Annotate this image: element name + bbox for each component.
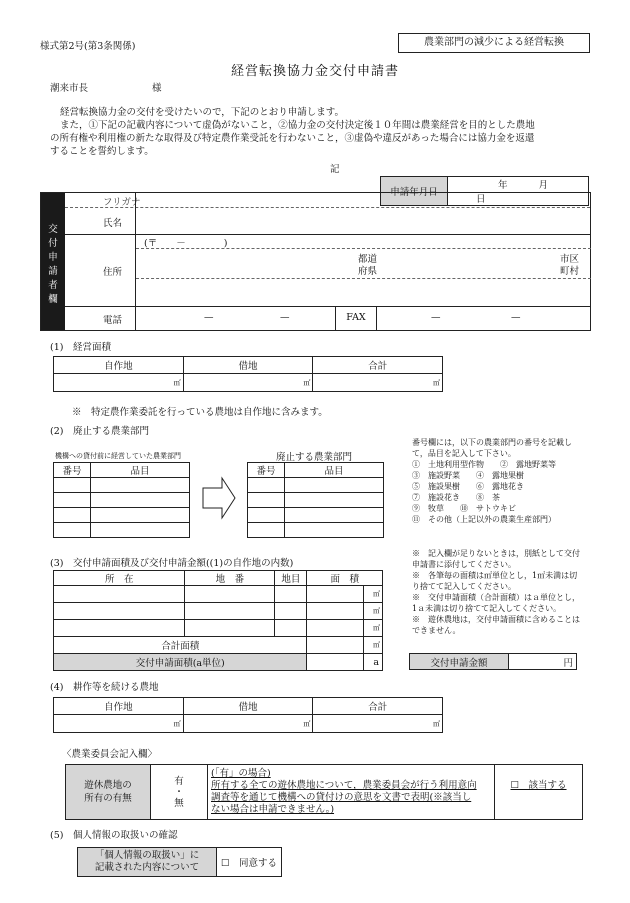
unit-m2: ㎡: [298, 715, 313, 733]
name-row: [65, 207, 590, 235]
note-item: ※ 遊休農地は，交付申請面積に含めることはできません。: [412, 615, 580, 635]
furigana-row: [65, 193, 590, 208]
apply-area-label: 交付申請面積(a単位): [54, 654, 307, 671]
col-land-category: 地目: [275, 571, 307, 586]
chouson-label: 町村: [560, 266, 580, 277]
phone-dash-2: —: [280, 312, 290, 323]
section2-heading: (2) 廃止する農業部門: [50, 426, 149, 437]
location-cell[interactable]: [54, 603, 185, 620]
side-char: 欄: [48, 294, 58, 305]
before-lease-table: [53, 462, 190, 538]
furigana-field[interactable]: [135, 193, 591, 207]
col-owned: 自作地: [54, 357, 184, 374]
section1-note: ※ 特定農作業委託を行っている農地は自作地に含みます。: [72, 407, 328, 418]
intro-line-2: また，①下記の記載内容について虚偽がないこと，②協力金の交付決定後１０年間は農業経営を目的とした農地: [60, 120, 535, 131]
area-cell[interactable]: [307, 620, 364, 637]
apply-area-field[interactable]: [307, 654, 364, 671]
day-label: 日: [476, 194, 486, 205]
applicant-section: [40, 192, 591, 331]
col-leased: 借地: [183, 698, 313, 715]
number-cell[interactable]: [248, 508, 285, 523]
intro-line-1: 経営転換協力金の交付を受けたいので，下記のとおり申請します。: [60, 107, 345, 118]
col-owned: 自作地: [54, 698, 184, 715]
unit-m2: ㎡: [364, 603, 383, 620]
total-area-field[interactable]: [307, 637, 364, 654]
item-cell[interactable]: [285, 478, 384, 493]
furigana-label: フリガナ: [103, 197, 141, 208]
total-area-field[interactable]: [313, 715, 428, 733]
unit-m2: ㎡: [364, 586, 383, 603]
side-char: 請: [48, 266, 58, 277]
privacy-label-2: 記載された内容について: [94, 862, 200, 873]
yes-option: 有: [174, 775, 184, 787]
owned-area-field[interactable]: [54, 374, 169, 392]
form-number: 様式第2号(第3条関係): [40, 41, 136, 52]
privacy-table: [77, 847, 282, 877]
postal-code: (〒 － ): [144, 238, 228, 249]
address-row: [65, 234, 590, 307]
idle-land-label-2: 所有の有無: [84, 793, 132, 804]
name-field[interactable]: [135, 207, 591, 234]
abolish-caption: 廃止する農業部門: [276, 452, 353, 463]
category-item: ③ 施設野菜 ④ 露地果樹: [412, 471, 524, 480]
desc-line: 調査等を通じて機構への貸付けの意思を文書で表明(※該当し: [211, 792, 472, 803]
item-cell[interactable]: [285, 523, 384, 538]
category-cell[interactable]: [275, 586, 307, 603]
intro-line-4: することを誓約します。: [50, 146, 154, 157]
amount-table: [409, 653, 577, 670]
item-cell[interactable]: [91, 508, 190, 523]
month-label: 月: [538, 180, 549, 191]
leased-area-field[interactable]: [183, 374, 298, 392]
committee-description: [208, 765, 495, 820]
col-number: 番号: [248, 463, 285, 478]
yes-no-choice[interactable]: [151, 765, 208, 820]
category-item: ⑪ その他（上記以外の農業生産部門）: [412, 515, 556, 524]
section4-heading: (4) 耕作等を続ける農地: [50, 682, 159, 693]
owned-area-field[interactable]: [54, 715, 169, 733]
area-cell[interactable]: [307, 603, 364, 620]
category-intro: 番号欄には，以下の農業部門の番号を記載して，品目を記入して下さい。: [412, 438, 572, 458]
phone-label: 電話: [103, 315, 123, 326]
fax-dash-1: —: [431, 312, 441, 323]
continuing-land-table: [53, 697, 443, 733]
no-option: 無: [174, 797, 184, 809]
side-char: 者: [48, 280, 58, 291]
lot-cell[interactable]: [185, 603, 275, 620]
phone-row: [65, 306, 590, 330]
section3-heading: (3) 交付申請面積及び交付申請金額((1)の自作地の内数): [50, 558, 294, 569]
section5-heading: (5) 個人情報の取扱いの確認: [50, 830, 178, 841]
name-label: 氏名: [103, 218, 123, 229]
location-cell[interactable]: [54, 620, 185, 637]
committee-table: [65, 764, 583, 820]
unit-m2: ㎡: [298, 374, 313, 392]
category-cell[interactable]: [275, 620, 307, 637]
location-cell[interactable]: [54, 586, 185, 603]
arrow-right-icon: [202, 476, 236, 520]
category-note: [412, 437, 582, 525]
category-item: ① 土地利用型作物 ② 露地野菜等: [412, 460, 556, 469]
before-lease-caption: 機構への貸付前に経営していた農業部門: [55, 452, 181, 460]
lot-cell[interactable]: [185, 586, 275, 603]
item-cell[interactable]: [91, 493, 190, 508]
unit-are: a: [364, 654, 383, 671]
amount-label: 交付申請金額: [410, 654, 509, 670]
application-area-table: [53, 570, 383, 671]
leased-area-field[interactable]: [183, 715, 298, 733]
unit-m2: ㎡: [168, 715, 183, 733]
note-item: ※ 各筆毎の面積は㎡単位とし，1㎡未満は切り捨てて記入してください。: [412, 571, 578, 591]
side-char: 交: [48, 224, 58, 235]
number-cell[interactable]: [54, 493, 91, 508]
item-cell[interactable]: [285, 493, 384, 508]
honorific: 様: [152, 83, 162, 94]
abolish-table: [247, 462, 384, 538]
number-cell[interactable]: [248, 493, 285, 508]
section3-notes: [412, 548, 584, 636]
area-cell[interactable]: [307, 586, 364, 603]
item-cell[interactable]: [285, 508, 384, 523]
agree-checkbox[interactable]: ☐ 同意する: [217, 848, 282, 877]
privacy-label-1: 「個人情報の取扱い」に: [94, 850, 200, 861]
category-item: ⑤ 施設果樹 ⑥ 露地花き: [412, 482, 524, 491]
unit-m2: ㎡: [364, 620, 383, 637]
todofuken-top: 都道: [358, 254, 378, 265]
number-cell[interactable]: [54, 523, 91, 538]
desc-line: (「有」の場合): [211, 768, 271, 779]
phone-field[interactable]: [135, 306, 336, 330]
idle-land-label-1: 遊休農地の: [84, 780, 132, 791]
col-lot-number: 地 番: [185, 571, 275, 586]
amount-field[interactable]: 円: [509, 654, 577, 670]
address-field[interactable]: [135, 234, 591, 306]
fax-label: FAX: [335, 306, 377, 330]
note-item: ※ 交付申請面積（合計面積）はａ単位とし，1ａ未満は切り捨てて記入してください。: [412, 593, 580, 613]
phone-dash-1: —: [204, 312, 214, 323]
number-cell[interactable]: [54, 478, 91, 493]
item-cell[interactable]: [91, 523, 190, 538]
col-location: 所 在: [54, 571, 185, 586]
lot-cell[interactable]: [185, 620, 275, 637]
unit-m2: ㎡: [427, 374, 442, 392]
fax-dash-2: —: [511, 312, 521, 323]
unit-m2: ㎡: [364, 637, 383, 654]
section1-heading: (1) 経営面積: [50, 342, 111, 353]
category-item: ⑨ 牧草 ⑩ サトウキビ: [412, 504, 516, 513]
col-area: 面 積: [307, 571, 383, 586]
application-date-label: 申請年月日: [381, 177, 448, 206]
number-cell[interactable]: [248, 478, 285, 493]
side-char: 申: [48, 252, 58, 263]
idle-land-label: [66, 765, 151, 820]
side-char: 付: [48, 238, 58, 249]
addressee: 潮来市長: [50, 83, 89, 94]
fax-field[interactable]: [375, 306, 590, 330]
number-cell[interactable]: [54, 508, 91, 523]
total-area-label: 合計面積: [54, 637, 307, 654]
col-item: 品目: [91, 463, 190, 478]
number-cell[interactable]: [248, 523, 285, 538]
desc-line: ない場合は申請できません。): [211, 804, 335, 815]
applicant-side-label: [41, 193, 65, 330]
intro-line-3: の所有権や利用権の新たな取得及び特定農作業受託を行わないこと，③虚偽や違反があった場合には協力金を返還: [50, 133, 535, 144]
col-leased: 借地: [183, 357, 313, 374]
col-total: 合計: [313, 698, 443, 715]
management-area-table: [53, 356, 443, 392]
todofuken-bottom: 府県: [358, 266, 378, 277]
address-label: 住所: [103, 267, 123, 278]
col-item: 品目: [285, 463, 384, 478]
col-number: 番号: [54, 463, 91, 478]
unit-m2: ㎡: [427, 715, 442, 733]
separator-dot: ・: [174, 786, 184, 798]
col-total: 合計: [313, 357, 443, 374]
privacy-label: [78, 848, 217, 877]
unit-m2: ㎡: [168, 374, 183, 392]
postal-line: [136, 234, 591, 249]
document-title: 経営転換協力金交付申請書: [230, 64, 399, 79]
item-cell[interactable]: [91, 478, 190, 493]
total-area-field[interactable]: [313, 374, 428, 392]
note-item: ※ 記入欄が足りないときは，別紙として交付申請書に添付してください。: [412, 549, 580, 569]
year-label: 年: [498, 180, 508, 191]
shiku-label: 市区: [560, 254, 580, 265]
applies-checkbox[interactable]: ☐ 該当する: [495, 765, 583, 820]
committee-heading: 〈農業委員会記入欄〉: [62, 749, 158, 760]
category-item: ⑦ 施設花き ⑧ 茶: [412, 493, 500, 502]
ki-mark: 記: [330, 164, 340, 175]
desc-line: 所有する全ての遊休農地について，農業委員会が行う利用意向: [211, 780, 477, 791]
address-divider: [136, 278, 591, 279]
category-cell[interactable]: [275, 603, 307, 620]
form-type-box: 農業部門の減少による経営転換: [398, 33, 590, 53]
